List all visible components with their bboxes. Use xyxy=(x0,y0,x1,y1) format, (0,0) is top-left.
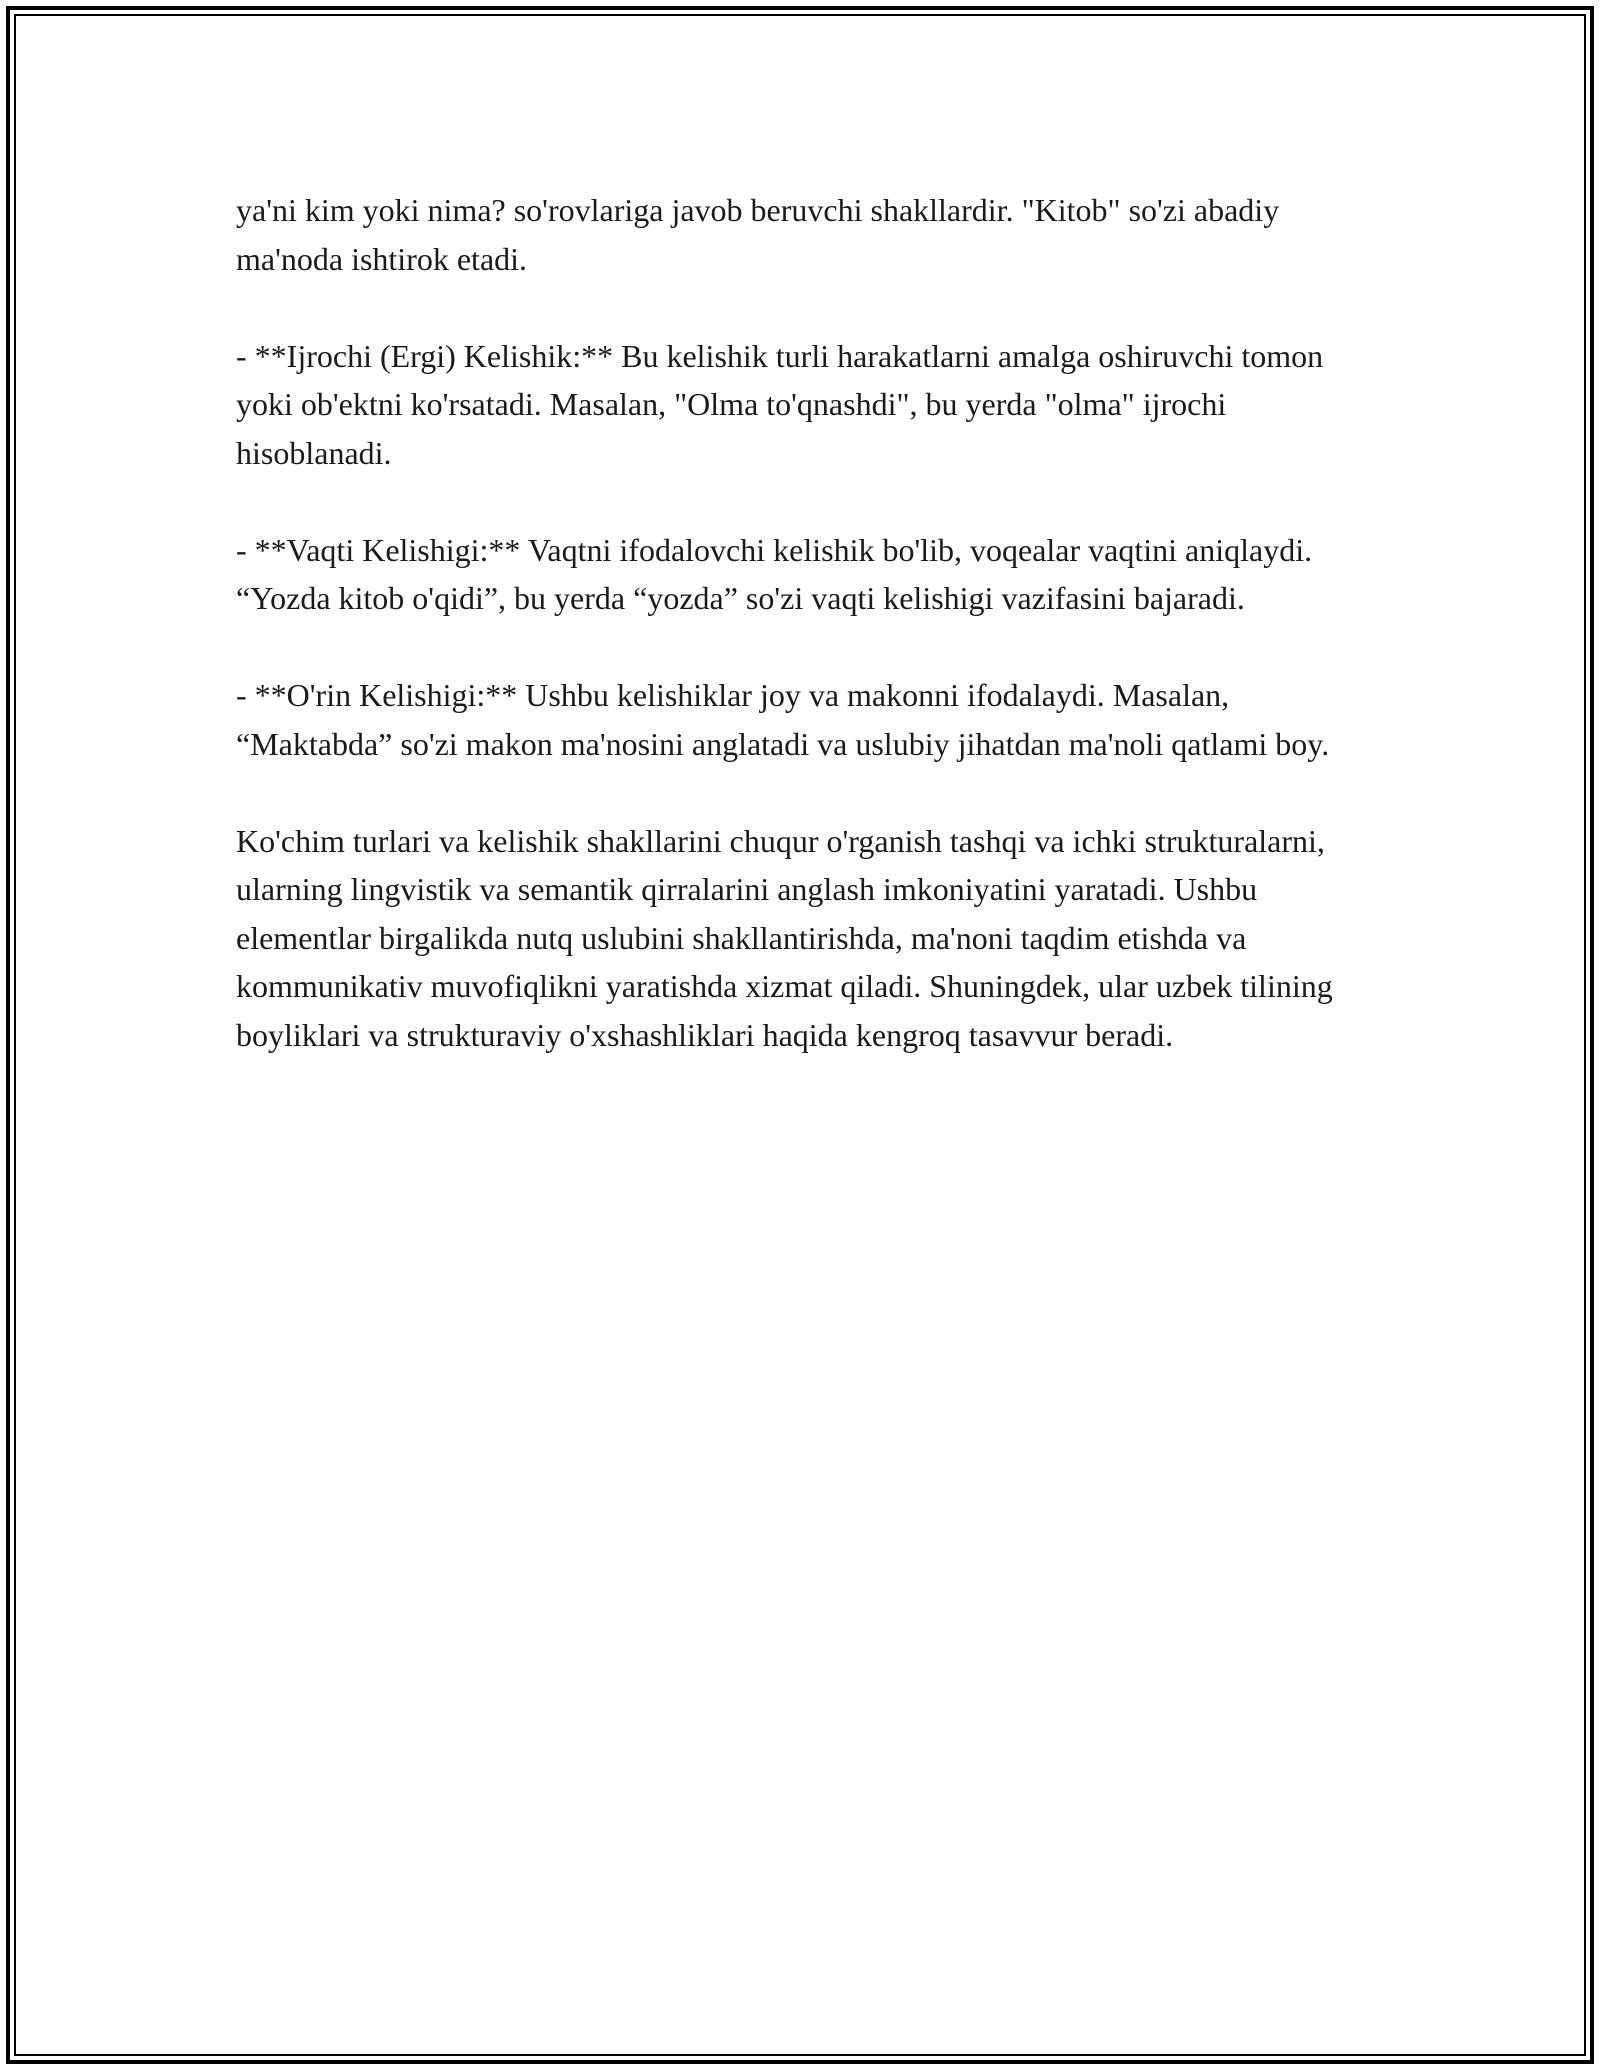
paragraph-ijrochi-kelishik: - **Ijrochi (Ergi) Kelishik:** Bu kelishik turli harakatlarni amalga oshiruvchi tomon yoki ob'ektni ko'rsatadi. Masalan, "Olma to'qnashdi", bu yerda "olma" ijrochi hisoblanadi. xyxy=(236,337,1324,471)
paragraph-conclusion: Ko'chim turlari va kelishik shakllarini chuqur o'rganish tashqi va ichki strukturalarni, ularning lingvistik va semantik qirralarini anglash imkoniyatini yaratadi. Ushbu elementlar birgalikda nutq uslubini shakllantirishda, ma'noni taqdim etishda va kommunikativ muvofiqlikni yaratishda xizmat qiladi. Shuningdek, ular uzbek tilining boyliklari va strukturaviy o'xshashliklari haqida kengroq tasavvur beradi. xyxy=(236,822,1333,1053)
paragraph-intro: ya'ni kim yoki nima? so'rovlariga javob beruvchi shakllardir. "Kitob" so'zi abadiy ma'noda ishtirok etadi. xyxy=(236,192,1280,277)
paragraph-vaqti-kelishigi: - **Vaqti Kelishigi:** Vaqtni ifodalovchi kelishik bo'lib, voqealar vaqtini aniqlaydi. “Yozda kitob o'qidi”, bu yerda “yozda” so'zi vaqti kelishigi vazifasini bajaradi. xyxy=(236,531,1313,616)
document-body xyxy=(236,186,1356,1059)
paragraph-orin-kelishigi: - **O'rin Kelishigi:** Ushbu kelishiklar joy va makonni ifodalaydi. Masalan, “Maktabda” so'zi makon ma'nosini anglatadi va uslubiy jihatdan ma'noli qatlami boy. xyxy=(236,677,1330,762)
